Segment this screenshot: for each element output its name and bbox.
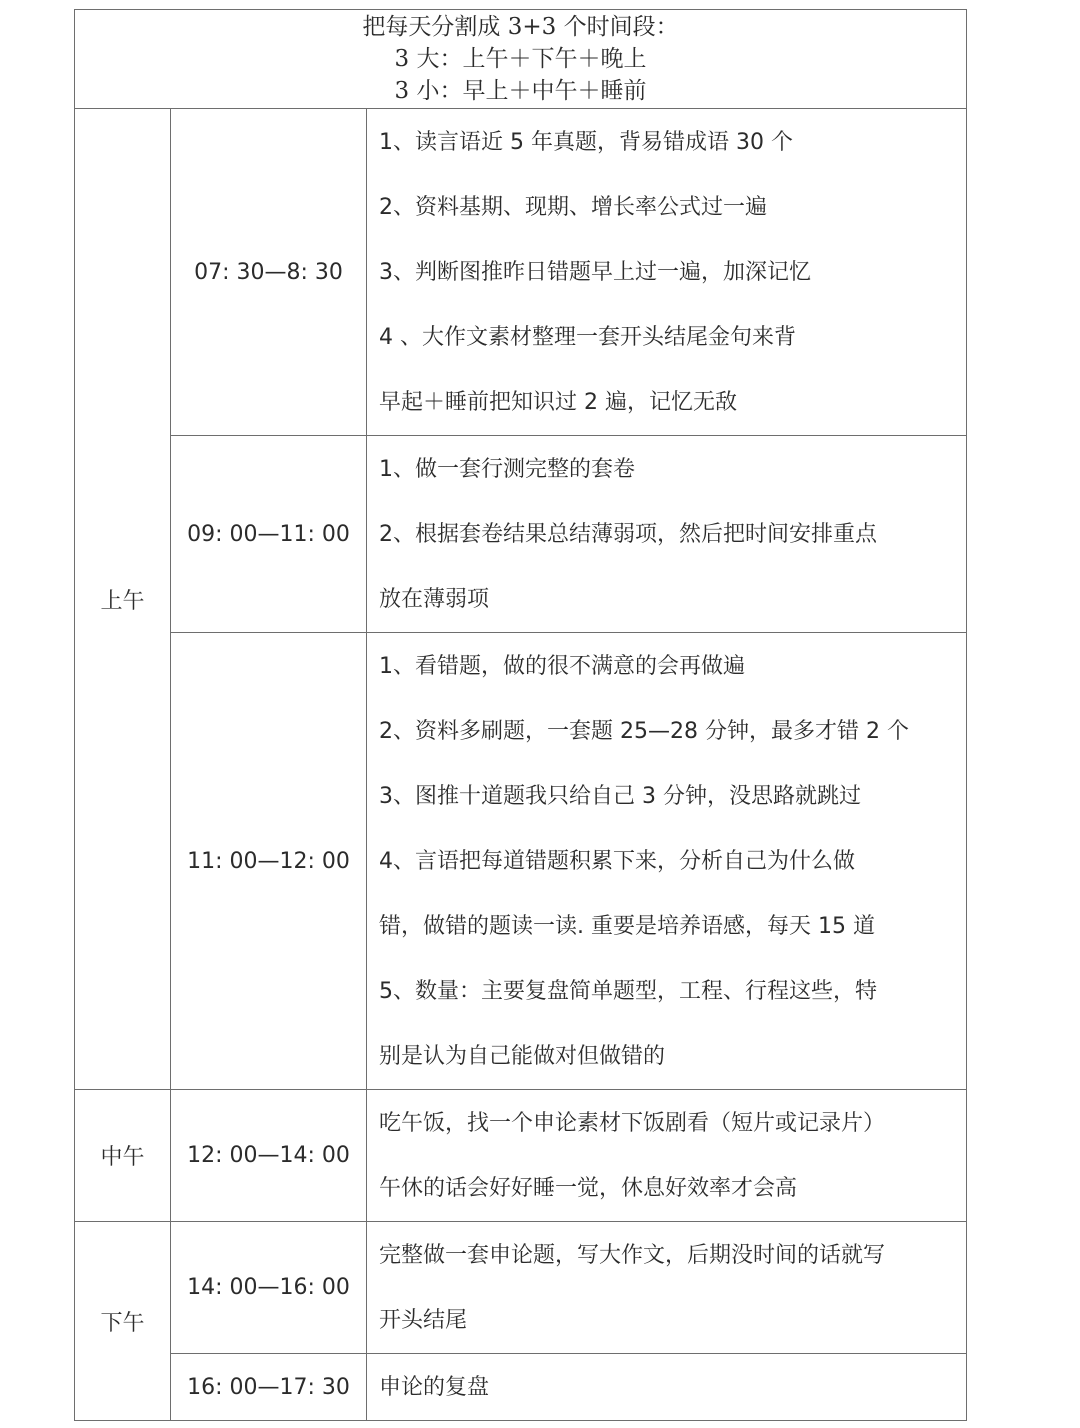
task-line: 开头结尾: [379, 1308, 468, 1333]
task-line: 1、读言语近 5 年真题，背易错成语 30 个: [379, 130, 793, 155]
time-slot: 14: 00—16: 00: [171, 1222, 367, 1354]
task-cell: [367, 1354, 967, 1421]
schedule-table: [74, 9, 967, 1421]
task-line: 2、根据套卷结果总结薄弱项，然后把时间安排重点: [379, 522, 877, 547]
task-line: 3、判断图推昨日错题早上过一遍，加深记忆: [379, 260, 811, 285]
time-slot: 09: 00—11: 00: [171, 436, 367, 633]
time-slot: 11: 00—12: 00: [171, 633, 367, 1090]
table-row: [75, 1222, 967, 1354]
task-line: 5、数量：主要复盘简单题型，工程、行程这些，特: [379, 979, 877, 1004]
task-cell: [367, 1222, 967, 1354]
task-line: 早起＋睡前把知识过 2 遍，记忆无敌: [379, 390, 737, 415]
task-line: 4 、大作文素材整理一套开头结尾金句来背: [379, 325, 796, 350]
table-row: [75, 1090, 967, 1222]
table-row: [75, 633, 967, 1090]
time-slot: 07: 30—8: 30: [171, 109, 367, 436]
task-line: 吃午饭，找一个申论素材下饭剧看（短片或记录片）: [379, 1111, 886, 1136]
task-line: 午休的话会好好睡一觉，休息好效率才会高: [379, 1176, 798, 1201]
task-line: 申论的复盘: [379, 1375, 490, 1400]
header-row: [75, 10, 967, 109]
task-line: 1、看错题，做的很不满意的会再做遍: [379, 654, 745, 679]
task-line: 4、言语把每道错题积累下来，分析自己为什么做: [379, 849, 855, 874]
period-label-morning: 上午: [75, 109, 171, 1090]
task-line: 别是认为自己能做对但做错的: [379, 1044, 666, 1069]
time-slot: 12: 00—14: 00: [171, 1090, 367, 1222]
header-line-1: 把每天分割成 3+3 个时间段：: [362, 14, 679, 40]
header-cell: [75, 10, 967, 109]
task-line: 1、做一套行测完整的套卷: [379, 457, 635, 482]
table-row: [75, 1354, 967, 1421]
task-cell: [367, 1090, 967, 1222]
task-line: 错，做错的题读一读. 重要是培养语感，每天 15 道: [379, 914, 875, 939]
header-line-2: 3 大：上午＋下午＋晚上: [394, 46, 647, 72]
header-line-3: 3 小：早上＋中午＋睡前: [394, 78, 647, 104]
task-line: 放在薄弱项: [379, 587, 490, 612]
table-row: [75, 109, 967, 436]
table-row: [75, 436, 967, 633]
task-cell: [367, 436, 967, 633]
task-line: 2、资料多刷题，一套题 25—28 分钟，最多才错 2 个: [379, 719, 909, 744]
task-line: 完整做一套申论题，写大作文，后期没时间的话就写: [379, 1243, 886, 1268]
task-cell: [367, 633, 967, 1090]
time-slot: 16: 00—17: 30: [171, 1354, 367, 1421]
task-cell: [367, 109, 967, 436]
task-line: 3、图推十道题我只给自己 3 分钟，没思路就跳过: [379, 784, 861, 809]
period-label-noon: 中午: [75, 1090, 171, 1222]
period-label-afternoon: 下午: [75, 1222, 171, 1421]
task-line: 2、资料基期、现期、增长率公式过一遍: [379, 195, 767, 220]
